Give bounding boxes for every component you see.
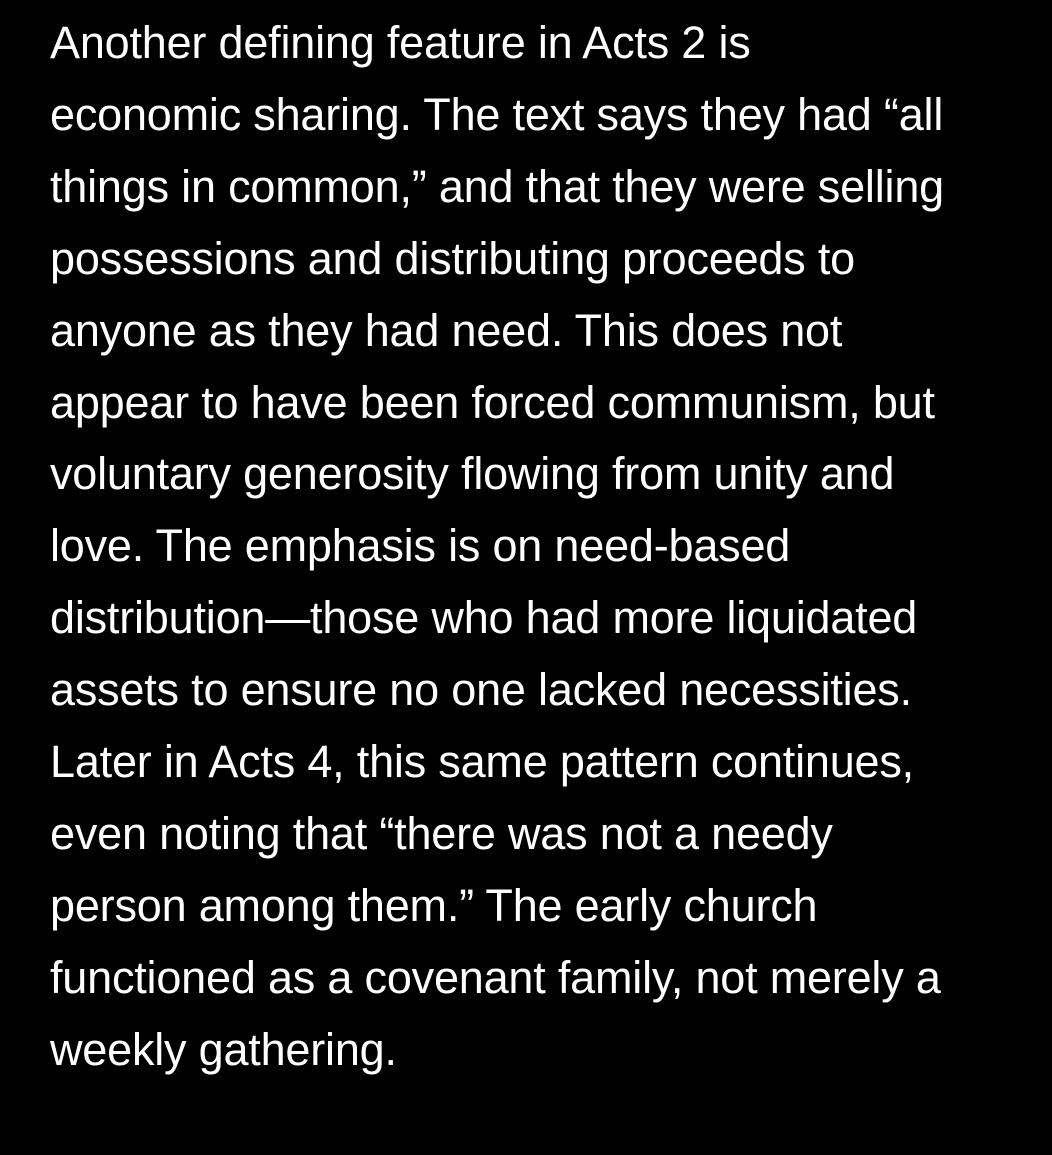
text-line: things in common,” and that they were selling <box>50 160 944 212</box>
text-line: person among them.” The early church <box>50 879 818 931</box>
text-line: Another defining feature in Acts 2 is <box>50 17 751 68</box>
text-line: Later in Acts 4, this same pattern continues, <box>50 736 914 788</box>
text-line: weekly gathering. <box>50 1023 397 1075</box>
text-line: possessions and distributing proceeds to <box>50 232 855 284</box>
text-line: assets to ensure no one lacked necessities. <box>50 664 912 716</box>
text-line: functioned as a covenant family, not merely a <box>50 951 941 1003</box>
text-line: voluntary generosity flowing from unity and <box>50 448 895 500</box>
text-line: economic sharing. The text says they had “all <box>50 88 944 140</box>
text-line: anyone as they had need. This does not <box>50 304 843 356</box>
text-line: even noting that “there was not a needy <box>50 807 833 859</box>
text-line: appear to have been forced communism, but <box>50 376 935 428</box>
text-line: love. The emphasis is on need-based <box>50 520 791 572</box>
text-line: distribution—those who had more liquidated <box>50 592 918 644</box>
